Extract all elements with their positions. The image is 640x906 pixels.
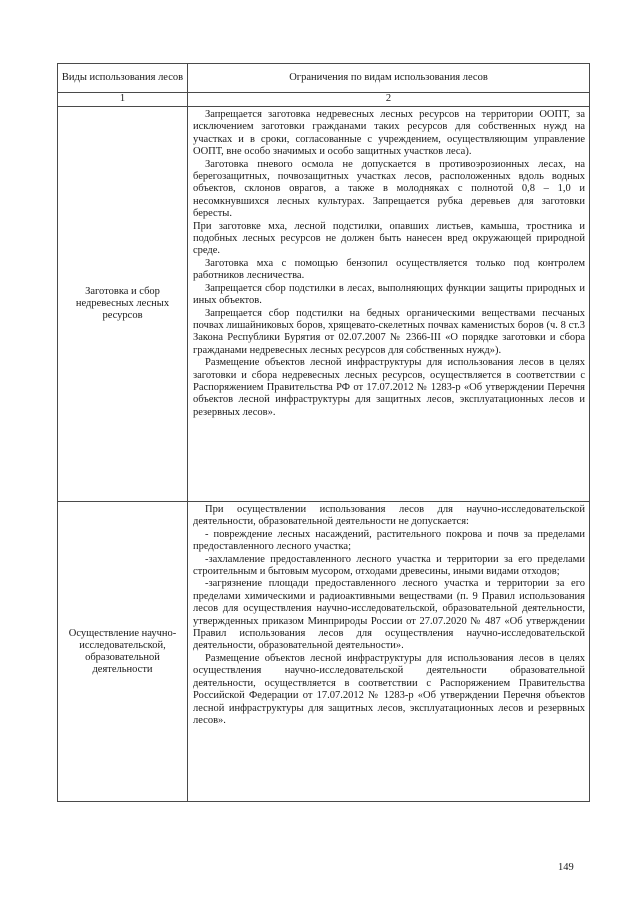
table-row [58, 107, 590, 502]
row-label-research: Осуществление научно-исследовательской, образовательной деятельности [58, 502, 188, 802]
row-content-research [188, 502, 590, 802]
paragraph: - повреждение лесных насаждений, растительного покрова и почв за пределами предоставленного лесного участка; [193, 528, 585, 553]
paragraph: Запрещается сбор подстилки на бедных органическими веществами песчаных почвах лишайниковых боров, хрящевато-скелетных почвах каменистых боров (ч. 8 ст.3 Закона Республики Бурятия от 02.07.2007 № 2366-III «О порядке заготовки и сбора гражданами недревесных лесных ресурсов для собственных нужд»). [193, 307, 585, 356]
paragraph: Запрещается сбор подстилки в лесах, выполняющих функции защиты природных и иных объектов. [193, 282, 585, 307]
column-number-1: 1 [58, 93, 188, 107]
restrictions-table [57, 63, 590, 802]
header-forest-use-types: Виды использования лесов [58, 64, 188, 93]
column-numbers-row [58, 93, 590, 107]
paragraph: -захламление предоставленного лесного участка и территории за его пределами строительным и бытовым мусором, отходами древесины, иными видами отходов; [193, 553, 585, 578]
header-restrictions: Ограничения по видам использования лесов [188, 64, 590, 93]
paragraph: Запрещается заготовка недревесных лесных ресурсов на территории ООПТ, за исключением заготовки гражданами таких ресурсов для собственных нужд на участках и в сроки, согласованные с учреждением, осуществляющим управление ООПТ, вне особо значимых и особо защитных участков леса). [193, 109, 585, 158]
table-header-row [58, 64, 590, 93]
column-number-2: 2 [188, 93, 590, 107]
table-row [58, 502, 590, 802]
paragraph: При заготовке мха, лесной подстилки, опавших листьев, камыша, тростника и подобных лесных ресурсов не должен быть нанесен вред окружающей природной среде. [193, 220, 585, 257]
paragraph: При осуществлении использования лесов для научно-исследовательской деятельности, образовательной деятельности не допускается: [193, 504, 585, 528]
paragraph: Размещение объектов лесной инфраструктуры для использования лесов в целях заготовки и сбора недревесных лесных ресурсов, осуществляется в соответствии с Распоряжением Правительства РФ от 17.07.2012 № 1283-р «Об утверждении Перечня объектов лесной инфраструктуры для защитных лесов, эксплуатационных лесов и резервных лесов». [193, 357, 585, 418]
paragraph: -загрязнение площади предоставленного лесного участка и территории за его пределами химическими и радиоактивными веществами (п. 9 Правил использования лесов для осуществления научно-исследовательской, образовательной деятельности, утвержденных приказом Минприроды России от 27.07.2020 № 487 «Об утверждении Правил использования лесов для осуществления научно-исследовательской деятельности, образовательной деятельности». [193, 578, 585, 652]
paragraph: Размещение объектов лесной инфраструктуры для использования лесов в целях осуществления научно-исследовательской деятельности образовательной деятельности, осуществляется в соответствии с Распоряжением Правительства Российской Федерации от 17.07.2012 № 1283-р «Об утверждении Перечня объектов лесной инфраструктуры для защитных лесов, эксплуатационных лесов и резервных лесов». [193, 652, 585, 726]
page-number: 149 [558, 862, 574, 873]
paragraph: Заготовка мха с помощью бензопил осуществляется только под контролем работников лесничества. [193, 257, 585, 282]
paragraph: Заготовка пневого осмола не допускается в противоэрозионных лесах, на берегозащитных, почвозащитных участках лесов, расположенных вдоль водных объектов, склонов оврагов, а также в молодняках с полнотой 0,8 – 1,0 и несомкнувшихся лесных культурах. Запрещается рубка деревьев для заготовки бересты. [193, 158, 585, 220]
row-label-non-timber: Заготовка и сбор недревесных лесных ресурсов [58, 107, 188, 502]
row-content-non-timber [188, 107, 590, 502]
